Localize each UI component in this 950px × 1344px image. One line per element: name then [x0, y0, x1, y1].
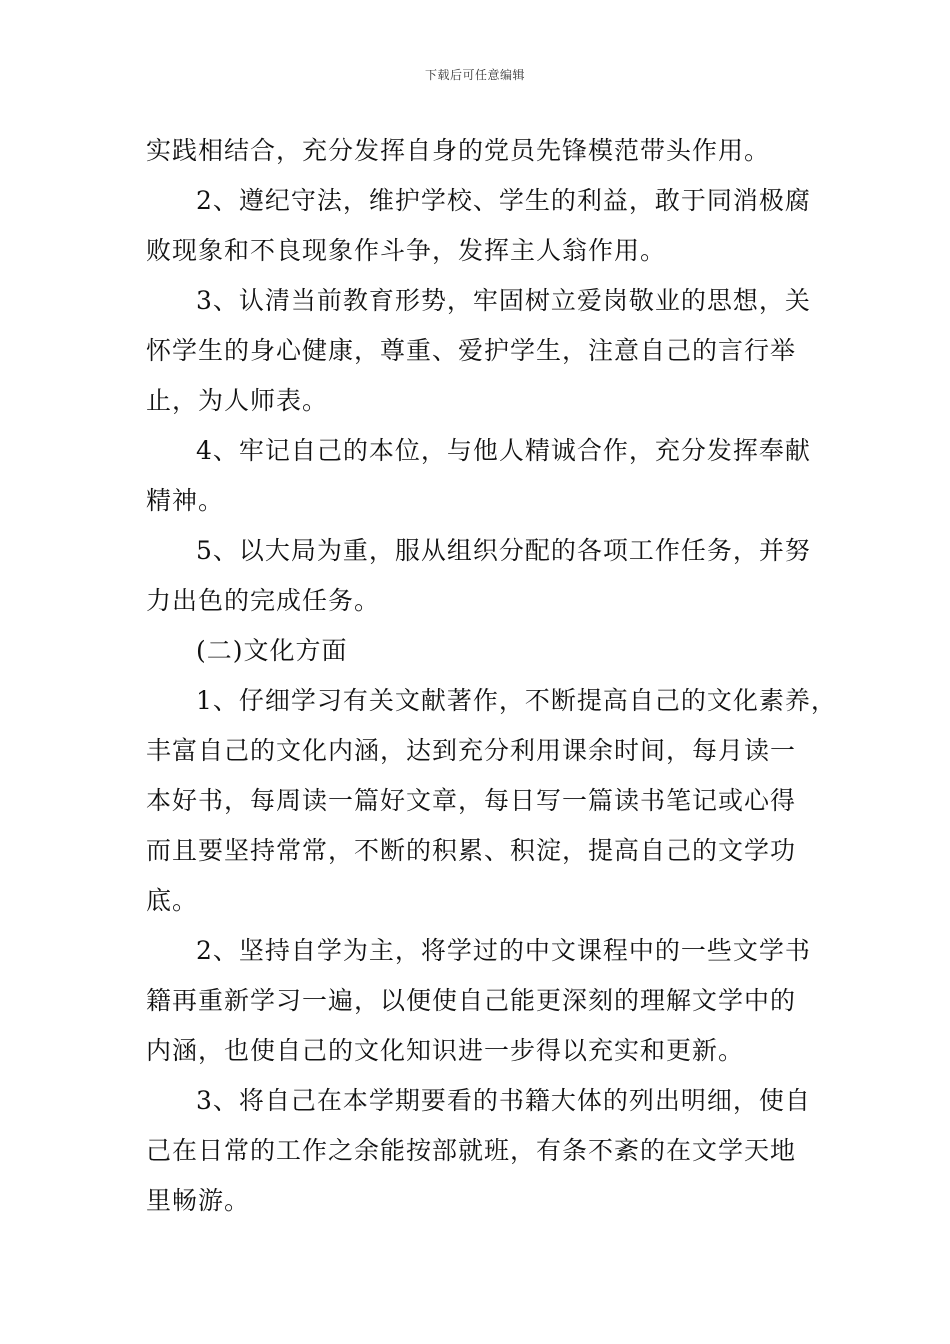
text-line: 籍再重新学习一遍，以便使自己能更深刻的理解文学中的: [146, 986, 797, 1015]
text-line: 实践相结合，充分发挥自身的党员先锋模范带头作用。: [146, 136, 771, 165]
text-line: 5、以大局为重，服从组织分配的各项工作任务，并努: [196, 536, 811, 565]
text-line: 止，为人师表。: [146, 386, 329, 415]
text-line: 底。: [146, 886, 199, 915]
text-line: 内涵，也使自己的文化知识进一步得以充实和更新。: [146, 1036, 745, 1065]
text-line: (二)文化方面: [196, 636, 348, 665]
text-line: 4、牢记自己的本位，与他人精诚合作，充分发挥奉献: [196, 436, 811, 465]
text-line: 1、仔细学习有关文献著作，不断提高自己的文化素养，: [196, 686, 837, 715]
text-line: 2、遵纪守法，维护学校、学生的利益，敢于同消极腐: [196, 186, 811, 215]
text-line: 己在日常的工作之余能按部就班，有条不紊的在文学天地: [146, 1136, 797, 1165]
text-line: 本好书，每周读一篇好文章，每日写一篇读书笔记或心得: [146, 786, 797, 815]
header-note: 下载后可任意编辑: [424, 68, 525, 82]
text-line: 精神。: [146, 486, 225, 515]
text-line: 败现象和不良现象作斗争，发挥主人翁作用。: [146, 236, 667, 265]
text-line: 而且要坚持常常，不断的积累、积淀，提高自己的文学功: [146, 836, 797, 865]
text-line: 2、坚持自学为主，将学过的中文课程中的一些文学书: [196, 936, 811, 965]
document-body: [146, 126, 837, 1226]
text-line: 里畅游。: [146, 1186, 251, 1215]
text-line: 力出色的完成任务。: [146, 586, 381, 615]
text-line: 3、认清当前教育形势，牢固树立爱岗敬业的思想，关: [196, 286, 811, 315]
text-line: 丰富自己的文化内涵，达到充分利用课余时间，每月读一: [146, 736, 797, 765]
text-line: 3、将自己在本学期要看的书籍大体的列出明细，使自: [196, 1086, 811, 1115]
text-line: 怀学生的身心健康，尊重、爱护学生，注意自己的言行举: [146, 336, 797, 365]
